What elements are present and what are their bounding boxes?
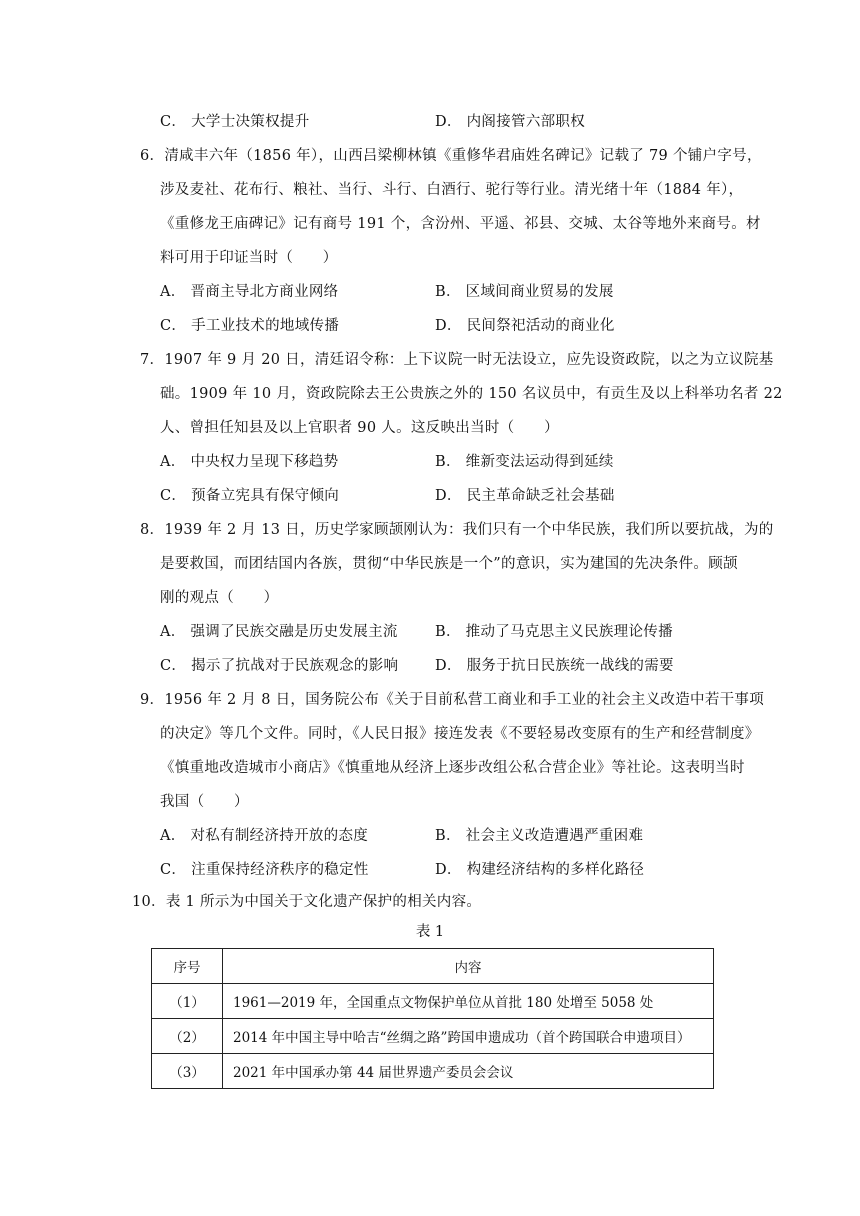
table-cell-content: 2021 年中国承办第 44 届世界遗产委员会会议 [223,1054,714,1089]
q9-option-d: D． 构建经济结构的多样化路径 [435,862,645,878]
table-cell-content: 1961—2019 年，全国重点文物保护单位从首批 180 处增至 5058 处 [223,984,714,1019]
q9-stem-line-2: 的决定》等几个文件。同时，《人民日报》接连发表《不要轻易改变原有的生产和经营制度》 [160,726,760,742]
q7-option-c: C． 预备立宪具有保守倾向 [160,488,340,504]
q6-option-b: B． 区域间商业贸易的发展 [435,284,614,300]
q9-stem-line-1: 9．1956 年 2 月 8 日，国务院公布《关于目前私营工商业和手工业的社会主义改造中若干事项 [140,692,765,708]
q5-option-c: C． 大学士决策权提升 [160,114,310,130]
q9-stem-line-4: 我国（ ） [160,794,249,810]
q7-option-d: D． 民主革命缺乏社会基础 [435,488,615,504]
q8-option-b: B． 推动了马克思主义民族理论传播 [435,624,673,640]
q9-option-b: B． 社会主义改造遭遇严重困难 [435,828,644,844]
q6-stem-line-1: 6．清咸丰六年（1856 年），山西吕梁柳林镇《重修华君庙姓名碑记》记载了 79 个铺户字号， [140,148,762,164]
q8-option-d: D． 服务于抗日民族统一战线的需要 [435,658,674,674]
q8-stem-line-1: 8．1939 年 2 月 13 日，历史学家顾颉刚认为：我们只有一个中华民族，我们所以要抗战，为的 [140,522,774,538]
q8-stem-line-3: 刚的观点（ ） [160,590,279,606]
q9-option-a: A． 对私有制经济持开放的态度 [160,828,369,844]
table-cell-index: （1） [152,984,223,1019]
q7-stem-line-2: 础。1909 年 10 月，资政院除去王公贵族之外的 150 名议员中，有贡生及以上科举功名者 22 [160,386,783,402]
q5-option-d: D． 内阁接管六部职权 [435,114,586,130]
q7-option-a: A． 中央权力呈现下移趋势 [160,454,339,470]
table-header-index: 序号 [152,949,223,984]
q8-stem-line-2: 是要救国，而团结国内各族，贯彻“中华民族是一个”的意识，实为建国的先决条件。顾颉 [160,556,738,572]
table-header-content: 内容 [223,949,714,984]
table-cell-index: （2） [152,1019,223,1054]
q10-stem: 10．表 1 所示为中国关于文化遗产保护的相关内容。 [132,894,482,910]
table-row [152,1054,714,1089]
q7-option-b: B． 维新变法运动得到延续 [435,454,614,470]
q9-stem-line-3: 《慎重地改造城市小商店》《慎重地从经济上逐步改组公私合营企业》等社论。这表明当时 [160,760,745,776]
table-row [152,984,714,1019]
q9-option-c: C． 注重保持经济秩序的稳定性 [160,862,369,878]
q6-option-d: D． 民间祭祀活动的商业化 [435,318,615,334]
table-cell-index: （3） [152,1054,223,1089]
table-row [152,1019,714,1054]
q8-option-a: A． 强调了民族交融是历史发展主流 [160,624,398,640]
table-caption: 表 1 [415,924,445,940]
table-cell-content: 2014 年中国主导中哈吉“丝绸之路”跨国申遗成功（首个跨国联合申遗项目） [223,1019,714,1054]
q6-stem-line-4: 料可用于印证当时（ ） [160,250,338,266]
q6-stem-line-2: 涉及麦社、花布行、粮社、当行、斗行、白酒行、驼行等行业。清光绪十年（1884 年）， [160,182,744,198]
q6-option-a: A． 晋商主导北方商业网络 [160,284,339,300]
heritage-table [151,948,714,1089]
q7-stem-line-1: 7．1907 年 9 月 20 日，清廷诏令称：上下议院一时无法设立，应先设资政院，以之为立议院基 [140,352,774,368]
q6-stem-line-3: 《重修龙王庙碑记》记有商号 191 个，含汾州、平遥、祁县、交城、太谷等地外来商号。材 [160,216,761,232]
table-header-row [152,949,714,984]
q7-stem-line-3: 人、曾担任知县及以上官职者 90 人。这反映出当时（ ） [160,420,559,436]
q8-option-c: C． 揭示了抗战对于民族观念的影响 [160,658,399,674]
q6-option-c: C． 手工业技术的地域传播 [160,318,340,334]
